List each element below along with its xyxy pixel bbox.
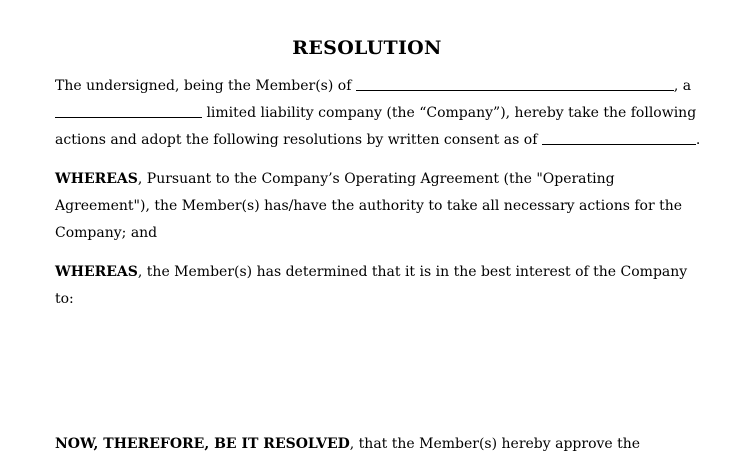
whereas2-line-1 <box>55 259 688 286</box>
intro-text: actions and adopt the following resolutions by written consent as of <box>55 132 542 148</box>
whereas1-line-2: Agreement"), the Member(s) has/have the authority to take all necessary actions for the <box>55 198 683 214</box>
intro-line-3 <box>55 127 701 154</box>
whereas-lead: WHEREAS <box>55 171 138 187</box>
intro-line-2 <box>55 100 697 127</box>
whereas-text: , the Member(s) has determined that it is in the best interest of the Company <box>137 264 688 280</box>
document-title: RESOLUTION <box>292 37 442 59</box>
date-blank[interactable] <box>542 130 696 145</box>
resolved-lead: NOW, THEREFORE, BE IT RESOLVED <box>55 436 350 452</box>
resolved-paragraph <box>55 431 685 458</box>
resolved-text: , that the Member(s) hereby approve the <box>349 436 641 452</box>
whereas2-line-2: to: <box>55 291 74 307</box>
whereas-text: , Pursuant to the Company’s Operating Agreement (the "Operating <box>137 171 615 187</box>
intro-text: , a <box>673 78 692 94</box>
whereas-lead: WHEREAS <box>55 264 138 280</box>
state-blank[interactable] <box>55 103 202 118</box>
resolved-line-1 <box>55 431 685 458</box>
whereas1-line-1 <box>55 166 685 193</box>
intro-paragraph <box>55 73 701 154</box>
company-name-blank[interactable] <box>356 76 674 91</box>
intro-text: The undersigned, being the Member(s) of <box>55 78 356 94</box>
whereas1-line-3: Company; and <box>55 225 158 241</box>
intro-text: . <box>695 132 701 148</box>
whereas-paragraph-1 <box>55 166 685 247</box>
whereas-paragraph-2 <box>55 259 688 313</box>
intro-text: limited liability company (the “Company”), hereby take the following <box>202 105 697 121</box>
intro-line-1 <box>55 73 692 100</box>
